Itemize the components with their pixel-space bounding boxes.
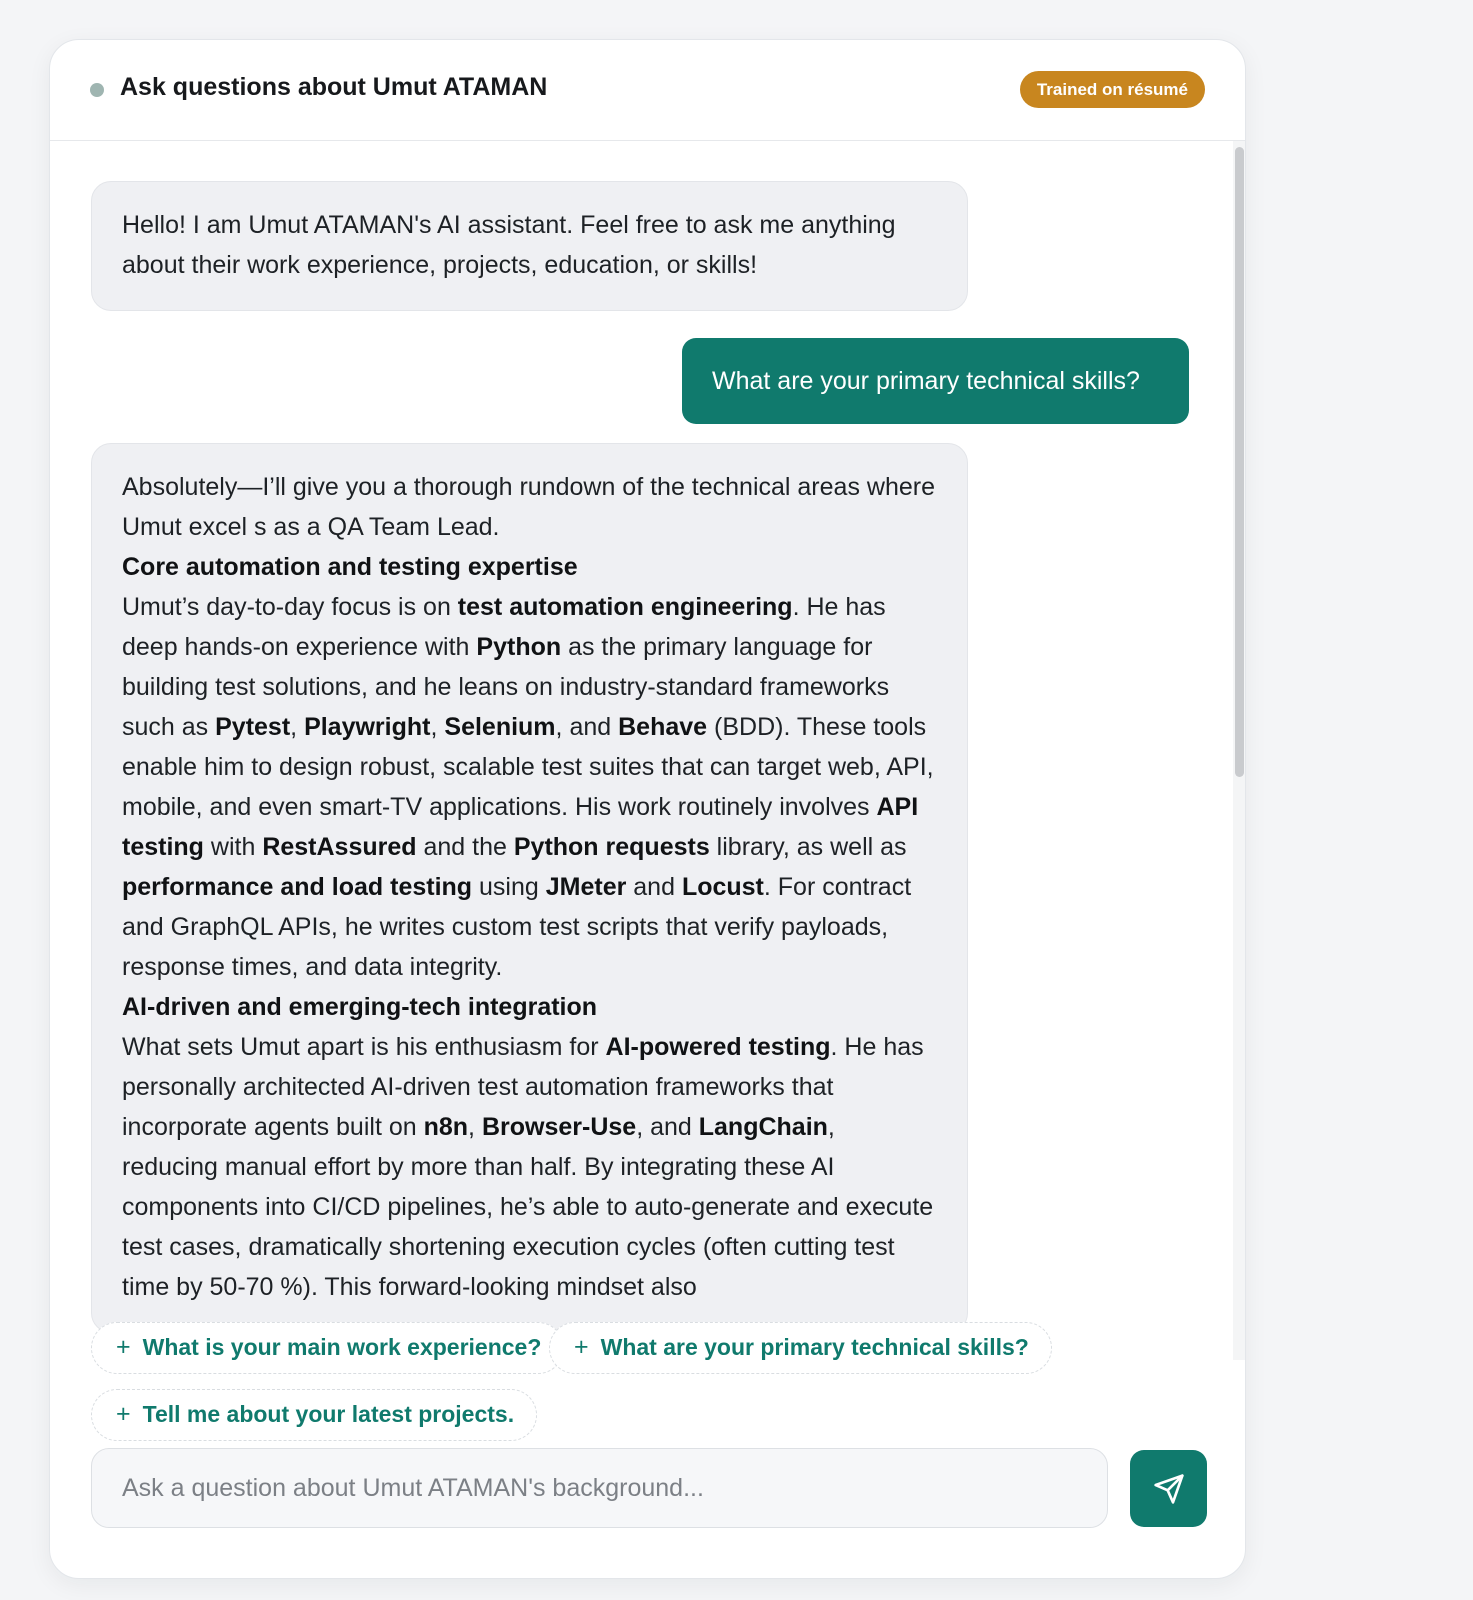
scrollbar-thumb[interactable]	[1235, 147, 1244, 777]
answer-paragraph-automation: Umut’s day-to-day focus is on test automation engineering. He has deep hands-on experience with Python as the primary language for building test solutions, and he leans on industry-standard frameworks such as Pytest, Playwright, Selenium, and Behave (BDD). These tools enable him to design robust, scalable test suites that can target web, API, mobile, and even smart-TV applications. His work routinely involves API testing with RestAssured and the Python requests library, as well as performance and load testing using JMeter and Locust. For contract and GraphQL APIs, he writes custom test scripts that verify payloads, response times, and data integrity.	[122, 593, 934, 981]
greeting-text: Hello! I am Umut ATAMAN's AI assistant. Feel free to ask me anything about their work experience, projects, education, or skills!	[122, 211, 896, 279]
suggestion-chip-skills[interactable]: + What are your primary technical skills?	[549, 1322, 1052, 1374]
chat-header	[50, 40, 1245, 141]
plus-icon: +	[574, 1333, 589, 1361]
paper-plane-icon	[1153, 1473, 1185, 1505]
plus-icon: +	[116, 1333, 131, 1361]
message-list[interactable]	[50, 141, 1233, 1360]
status-dot-icon	[90, 83, 104, 97]
question-input[interactable]	[91, 1448, 1108, 1528]
suggestion-chip-projects[interactable]: + Tell me about your latest projects.	[91, 1389, 537, 1441]
answer-intro: Absolutely—I’ll give you a thorough rundown of the technical areas where Umut excel s as a QA Team Lead.	[122, 473, 935, 541]
chat-title: Ask questions about Umut ATAMAN	[120, 73, 548, 101]
send-button[interactable]	[1130, 1450, 1207, 1527]
assistant-answer-message	[91, 443, 968, 1333]
chat-widget	[49, 39, 1246, 1579]
user-message: What are your primary technical skills?	[682, 338, 1189, 424]
assistant-greeting-message	[91, 181, 968, 311]
answer-heading-ai: AI-driven and emerging-tech integration	[122, 993, 598, 1021]
plus-icon: +	[116, 1400, 131, 1428]
answer-heading-automation: Core automation and testing expertise	[122, 553, 578, 581]
message-scrollbar[interactable]	[1233, 141, 1245, 1360]
answer-paragraph-ai: What sets Umut apart is his enthusiasm for AI-powered testing. He has personally architected AI-driven test automation frameworks that incorporate agents built on n8n, Browser-Use, and LangChain, reducing manual effort by more than half. By integrating these AI components into CI/CD pipelines, he’s able to auto-generate and execute test cases, dramatically shortening execution cycles (often cutting test time by 50-70 %). This forward-looking mindset also	[122, 1033, 934, 1301]
trained-badge: Trained on résumé	[1020, 71, 1205, 108]
suggestion-chip-experience[interactable]: + What is your main work experience?	[91, 1322, 564, 1374]
